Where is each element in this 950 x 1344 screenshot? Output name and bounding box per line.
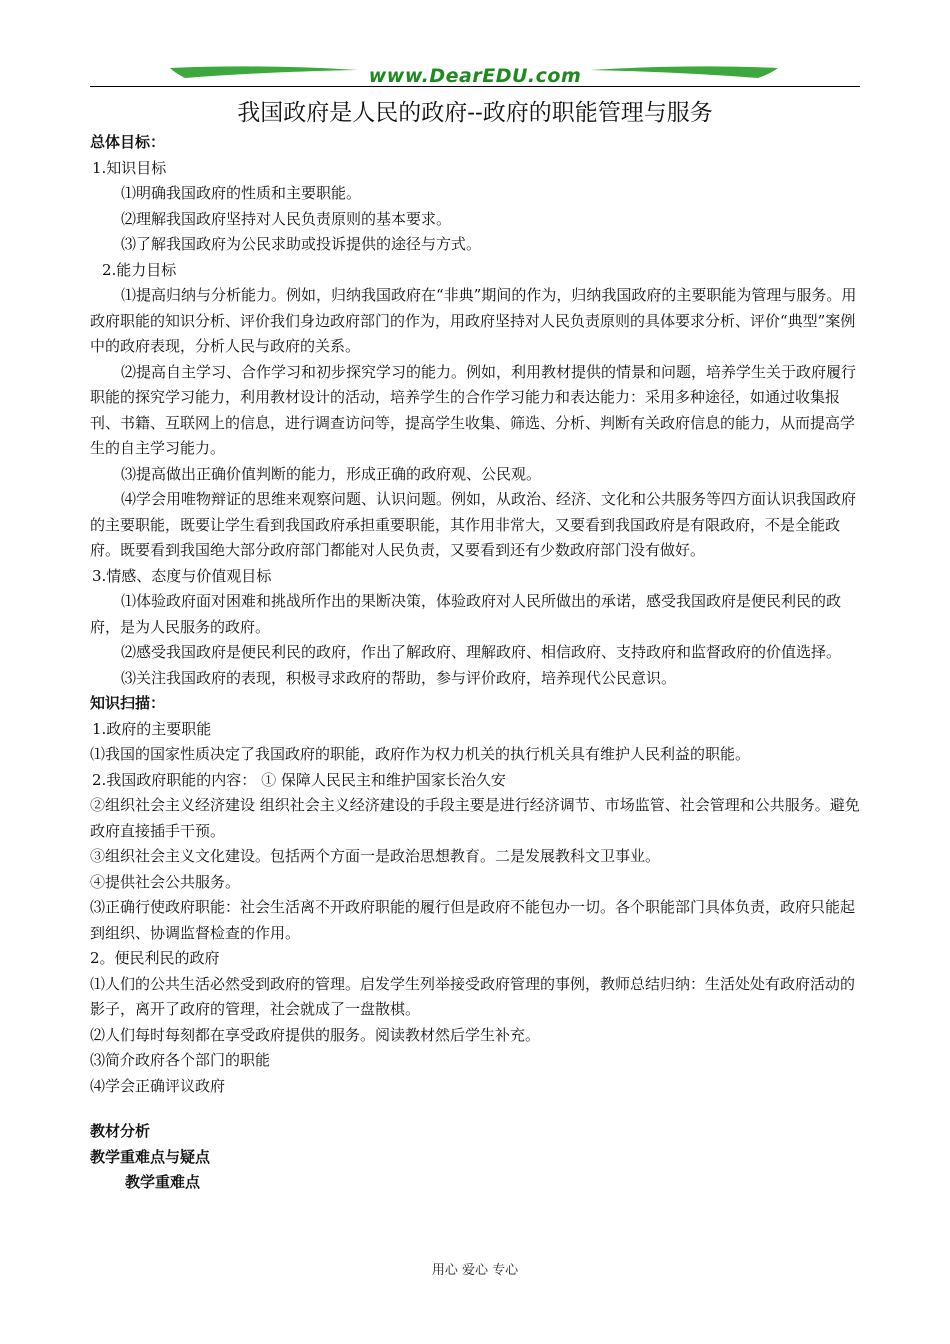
site-logo-text: www.DearEDU.com <box>368 65 582 87</box>
header-divider <box>90 86 860 87</box>
ability-item-3: ⑶提高做出正确价值判断的能力，形成正确的政府观、公民观。 <box>121 464 542 483</box>
scan-item-7: ⑶正确行使政府职能：社会生活离不开政府职能的履行但是政府不能包办一切。各个职能部门具体负责，政府只能起到组织、协调监督检查的作用。 <box>90 898 856 942</box>
emotion-item-1: ⑴体验政府面对困难和挑战所作出的果断决策，体验政府对人民所做出的承诺，感受我国政府是便民利民的政府，是为人民服务的政府。 <box>90 592 842 636</box>
ability-goal-heading: 2.能力目标 <box>102 260 177 279</box>
ability-item-1: ⑴提高归纳与分析能力。例如，归纳我国政府在“非典”期间的作为，归纳我国政府的主要职能为管理与服务。用政府职能的知识分析、评价我们身边政府部门的作为，用政府坚持对人民负责原则的具体要求分析、评价“典型”案例中的政府表现，分析人民与政府的关系。 <box>90 286 857 355</box>
scan-item-3: 2.我国政府职能的内容： ① 保障人民民主和维护国家长治久安 <box>92 770 506 789</box>
knowledge-goal-heading: 1.知识目标 <box>92 158 167 177</box>
heading-difficulties: 教学重难点与疑点 <box>90 1147 211 1166</box>
emotion-item-2: ⑵感受我国政府是便民利民的政府，作出了解政府、理解政府、相信政府、支持政府和监督政府的价值选择。 <box>121 643 842 661</box>
scan-item-9: ⑴人们的公共生活必然受到政府的管理。启发学生列举接受政府管理的事例，教师总结归纳：生活处处有政府活动的影子，离开了政府的管理，社会就成了一盘散棋。 <box>90 974 856 1018</box>
scan-item-5: ③组织社会主义文化建设。包括两个方面一是政治思想教育。二是发展教科文卫事业。 <box>90 847 661 865</box>
scan-item-1: 1.政府的主要职能 <box>92 719 212 738</box>
ability-item-4: ⑷学会用唯物辩证的思维来观察问题、认识问题。例如，从政治、经济、文化和公共服务等四方面认识我国政府的主要职能，既要让学生看到我国政府承担重要职能，其作用非常大，又要看到我国政府是有限政府，不是全能政府。既要看到我国绝大部分政府部门都能对人民负责，又要看到还有少数政府部门没有做好。 <box>90 490 857 559</box>
heading-textbook-analysis: 教材分析 <box>90 1122 151 1140</box>
scan-item-4: ②组织社会主义经济建设 组织社会主义经济建设的手段主要是进行经济调节、市场监管、社会管理和公共服务。避免政府直接插手干预。 <box>90 796 860 840</box>
knowledge-item-2: ⑵理解我国政府坚持对人民负责原则的基本要求。 <box>121 209 452 228</box>
document-body <box>90 130 862 1196</box>
page-footer: 用心 爱心 专心 <box>431 1263 519 1278</box>
heading-goals: 总体目标： <box>90 133 166 151</box>
scan-item-12: ⑷学会正确评议政府 <box>90 1076 226 1095</box>
scan-item-6: ④提供社会公共服务。 <box>90 872 241 891</box>
heading-key-points: 教学重难点 <box>125 1173 201 1191</box>
emotion-goal-heading: 3.情感、态度与价值观目标 <box>92 566 272 585</box>
scan-item-8: 2。便民利民的政府 <box>90 949 220 967</box>
scan-item-10: ⑵人们每时每刻都在享受政府提供的服务。阅读教材然后学生补充。 <box>90 1025 541 1044</box>
scan-item-2: ⑴我国的国家性质决定了我国政府的职能，政府作为权力机关的执行机关具有维护人民利益的职能。 <box>90 745 751 763</box>
scan-item-11: ⑶简介政府各个部门的职能 <box>90 1051 271 1069</box>
ability-item-2: ⑵提高自主学习、合作学习和初步探究学习的能力。例如，利用教材提供的情景和问题，培养学生关于政府履行职能的探究学习能力，利用教材设计的活动，培养学生的合作学习能力和表达能力：采用多种途径，如通过收集报刊、书籍、互联网上的信息，进行调查访问等，提高学生收集、筛选、分析、判断有关政府信息的能力，从而提高学生的自主学习能力。 <box>90 362 857 457</box>
emotion-item-3: ⑶关注我国政府的表现，积极寻求政府的帮助，参与评价政府，培养现代公民意识。 <box>121 668 677 687</box>
spacer <box>90 1099 862 1119</box>
site-header-banner <box>90 62 860 92</box>
knowledge-item-1: ⑴明确我国政府的性质和主要职能。 <box>121 184 362 202</box>
heading-knowledge-scan: 知识扫描： <box>90 694 166 712</box>
knowledge-item-3: ⑶了解我国政府为公民求助或投诉提供的途径与方式。 <box>121 235 482 253</box>
document-title: 我国政府是人民的政府--政府的职能管理与服务 <box>237 100 713 126</box>
